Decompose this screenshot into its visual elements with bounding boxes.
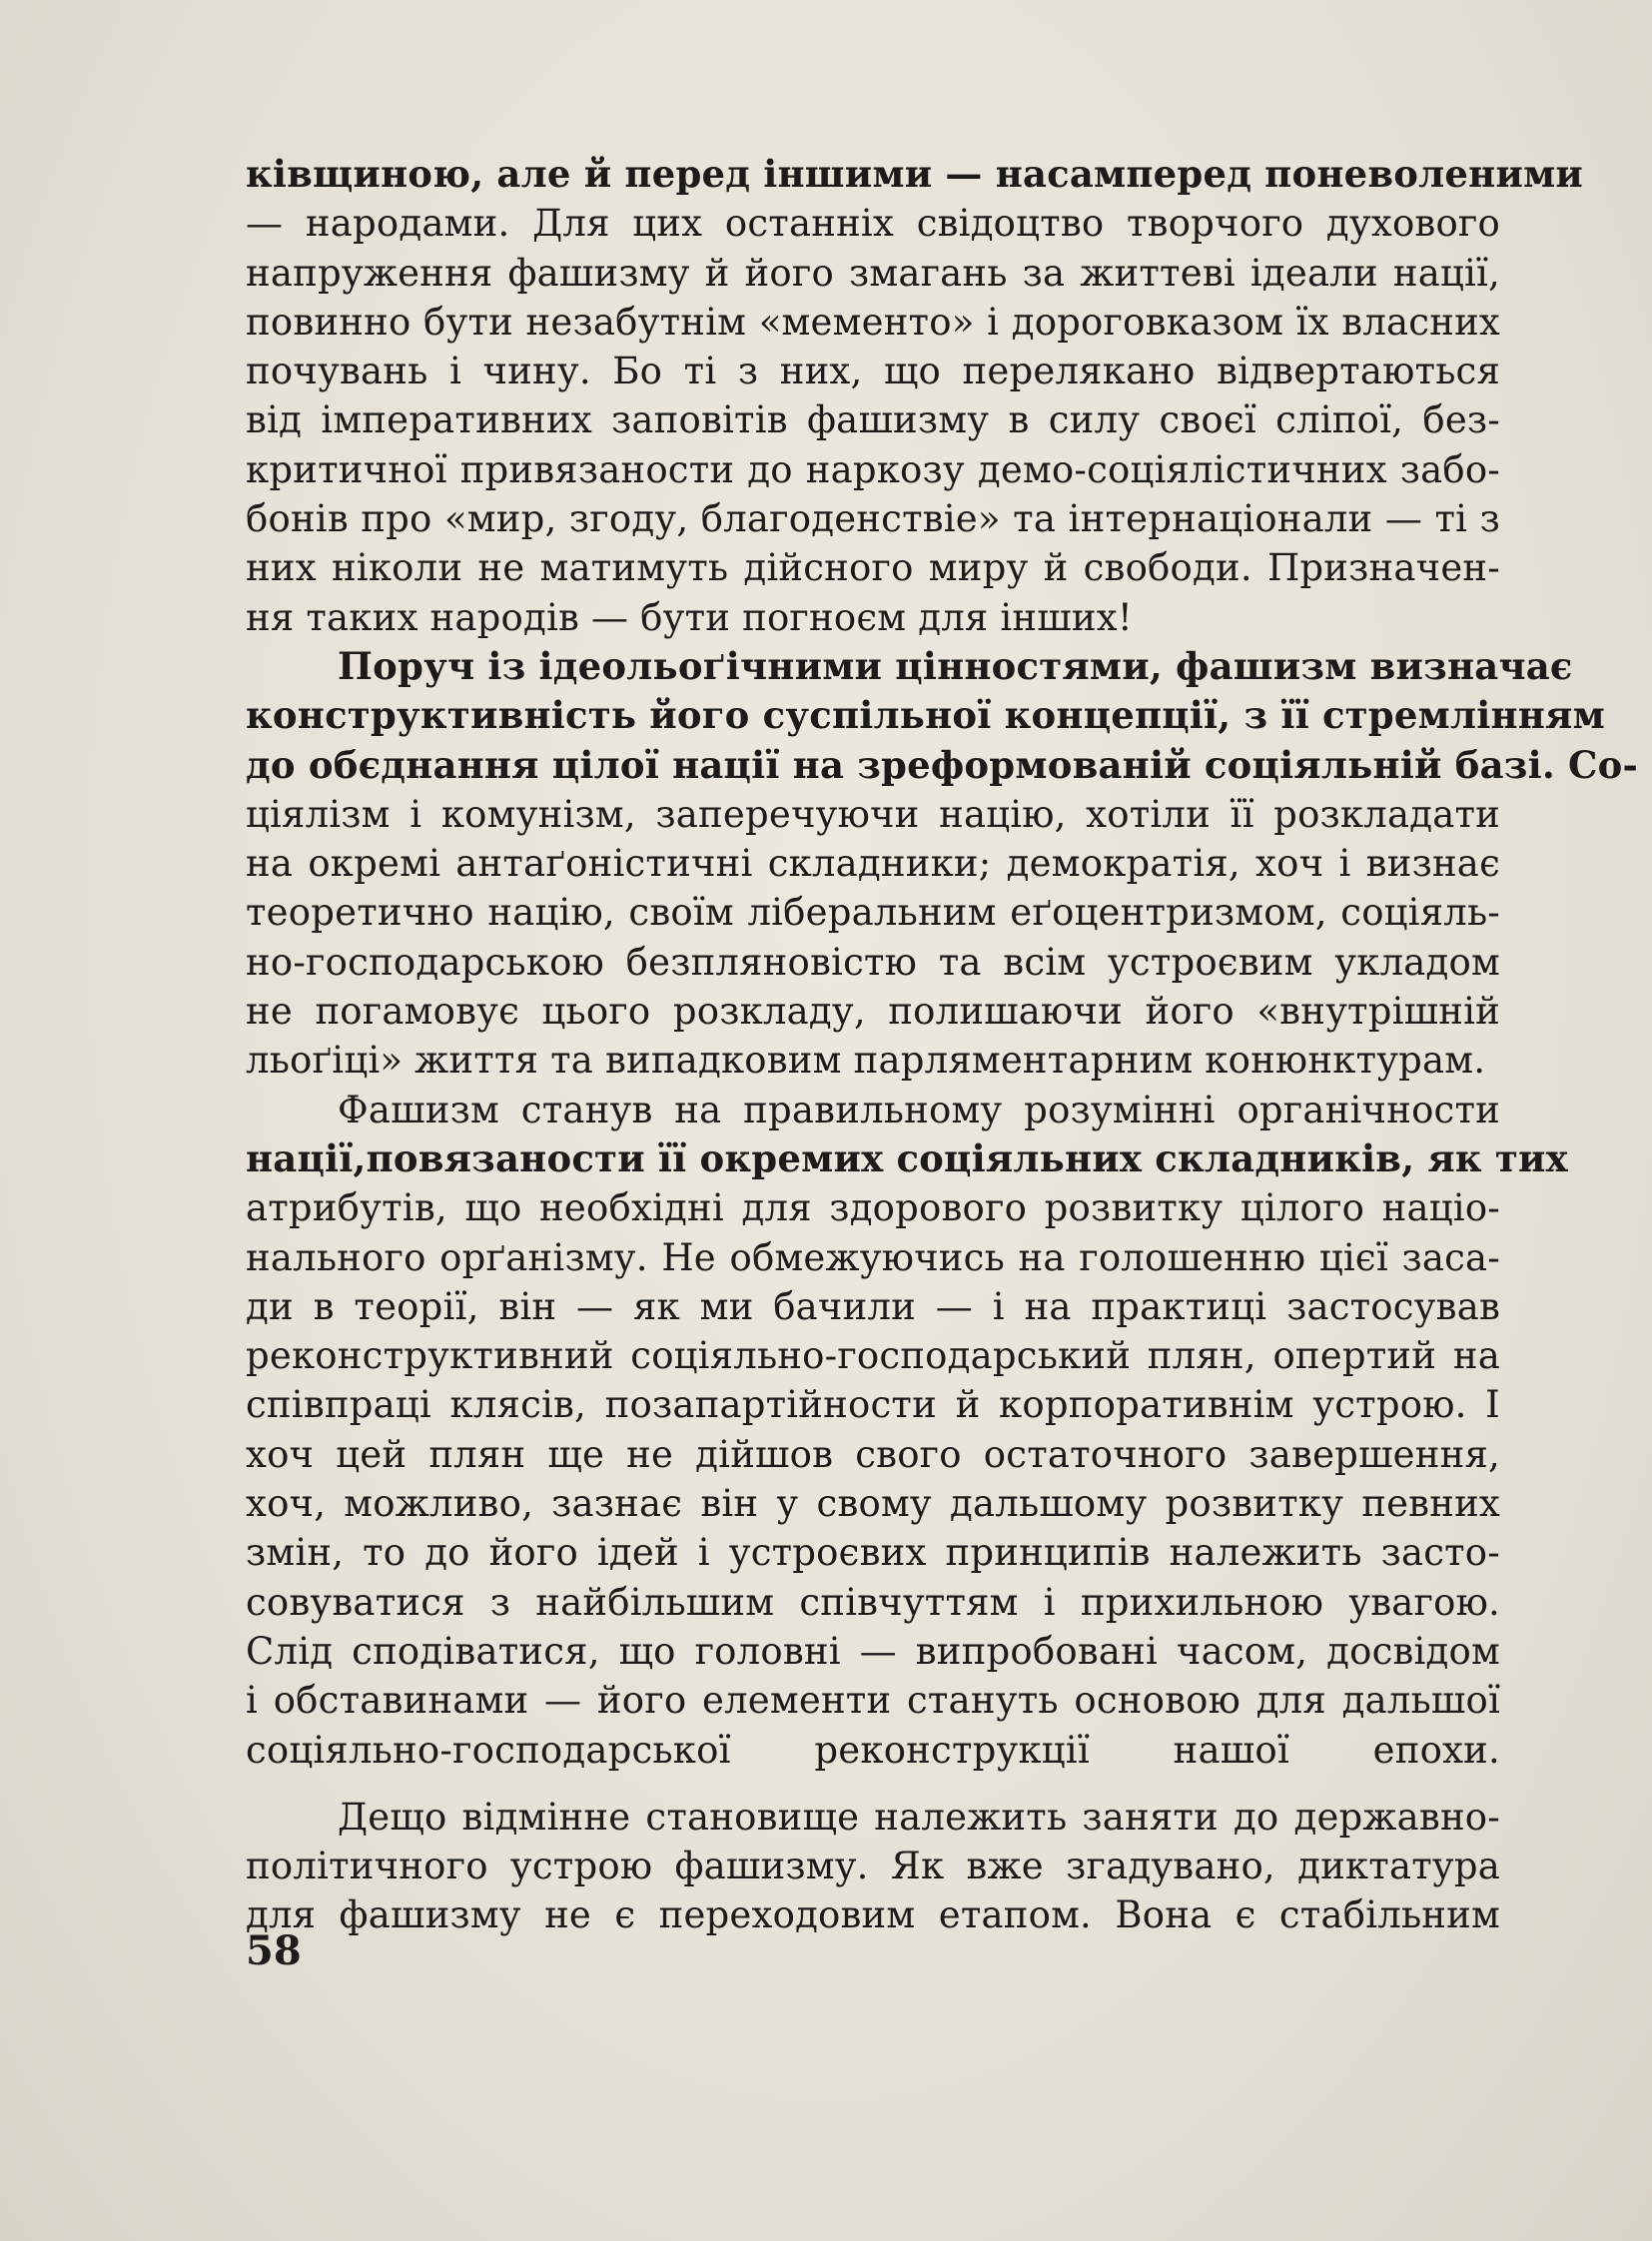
text-line: співпраці клясів, позапартійности й корпоративнім устрою. І (246, 1383, 1500, 1427)
text-line: хоч цей плян ще не дійшов свого остаточного завершення, (246, 1432, 1500, 1476)
text-line: конструктивність його суспільної концепції, з її стремлінням (246, 693, 1605, 738)
text-line: бонів про «мир, згоду, благоденствіе» та інтернаціонали — ті з (246, 497, 1500, 541)
text-line: нації,повязаности її окремих соціяльних складників, як тих (246, 1135, 1568, 1180)
text-line: них ніколи не матимуть дійсного миру й свободи. Призначен- (246, 546, 1500, 590)
text-line: до обєднання цілої нації на зреформованій соціяльній базі. Со- (246, 742, 1639, 787)
text-line: і обставинами — його елементи стануть основою для дальшої (246, 1679, 1500, 1723)
text-line: льоґіці» життя та випадковим парляментарним конюнктурам. (246, 1039, 1486, 1083)
text-line: теоретично націю, своїм ліберальним еґоцентризмом, соціяль- (246, 891, 1500, 935)
text-line: ціялізм і комунізм, заперечуючи націю, хотіли її розкладати (246, 792, 1500, 836)
text-line: — народами. Для цих останніх свідоцтво творчого духового (246, 202, 1500, 246)
text-line: ня таких народів — бути погноєм для інших! (246, 595, 1133, 639)
text-line: змін, то до його ідей і устроєвих принципів належить засто- (246, 1531, 1500, 1575)
text-line: від імперативних заповітів фашизму в силу своєї сліпої, без- (246, 398, 1500, 442)
body-text (246, 150, 1639, 1940)
text-line: критичної привязаности до наркозу демо-соціялістичних забо- (246, 447, 1500, 491)
text-line: не погамовує цього розкладу, полишаючи його «внутрішній (246, 990, 1500, 1034)
text-line: соціяльно-господарської реконструкції нашої епохи. (246, 1728, 1500, 1772)
text-line: для фашизму не є переходовим етапом. Вона є стабільним (246, 1893, 1500, 1937)
page-number: 58 (246, 1927, 302, 1974)
text-line: хоч, можливо, зазнає він у свому дальшому розвитку певних (246, 1482, 1500, 1526)
text-line: політичного устрою фашизму. Як вже згадувано, диктатура (246, 1845, 1500, 1888)
text-line: Фашизм станув на правильному розумінні органічности (338, 1088, 1500, 1131)
text-line: ди в теорії, він — як ми бачили — і на практиці застосував (246, 1284, 1500, 1328)
text-line: на окремі антаґоністичні складники; демократія, хоч і визнає (246, 842, 1500, 886)
text-line: напруження фашизму й його змагань за життеві ідеали нації, (246, 251, 1500, 295)
text-line: Дещо відмінне становище належить заняти до державно- (338, 1795, 1500, 1839)
text-line: нального орґанізму. Не обмежуючись на голошенню цієї заса- (246, 1235, 1500, 1279)
text-line: Поруч із ідеольоґічними цінностями, фашизм визначає (338, 643, 1573, 688)
text-line: реконструктивний соціяльно-господарський плян, опертий на (246, 1334, 1500, 1378)
text-line: ківщиною, але й перед іншими — насамперед поневоленими (246, 152, 1584, 196)
paragraph-gap (246, 1775, 1500, 1793)
text-line: Слід сподіватися, що головні — випробовані часом, досвідом (246, 1629, 1500, 1673)
text-line: почувань і чину. Бо ті з них, що переляканo відвертаються (246, 350, 1500, 393)
text-line: атрибутів, що необхідні для здорового розвитку цілого націо- (246, 1186, 1500, 1230)
text-line: повинно бути незабутнім «мементо» і дороговказом їх власних (246, 300, 1500, 344)
text-line: совуватися з найбільшим співчуттям і прихильною увагою. (246, 1580, 1500, 1624)
text-line: но-господарською безпляновістю та всім устроєвим укладом (246, 940, 1500, 984)
